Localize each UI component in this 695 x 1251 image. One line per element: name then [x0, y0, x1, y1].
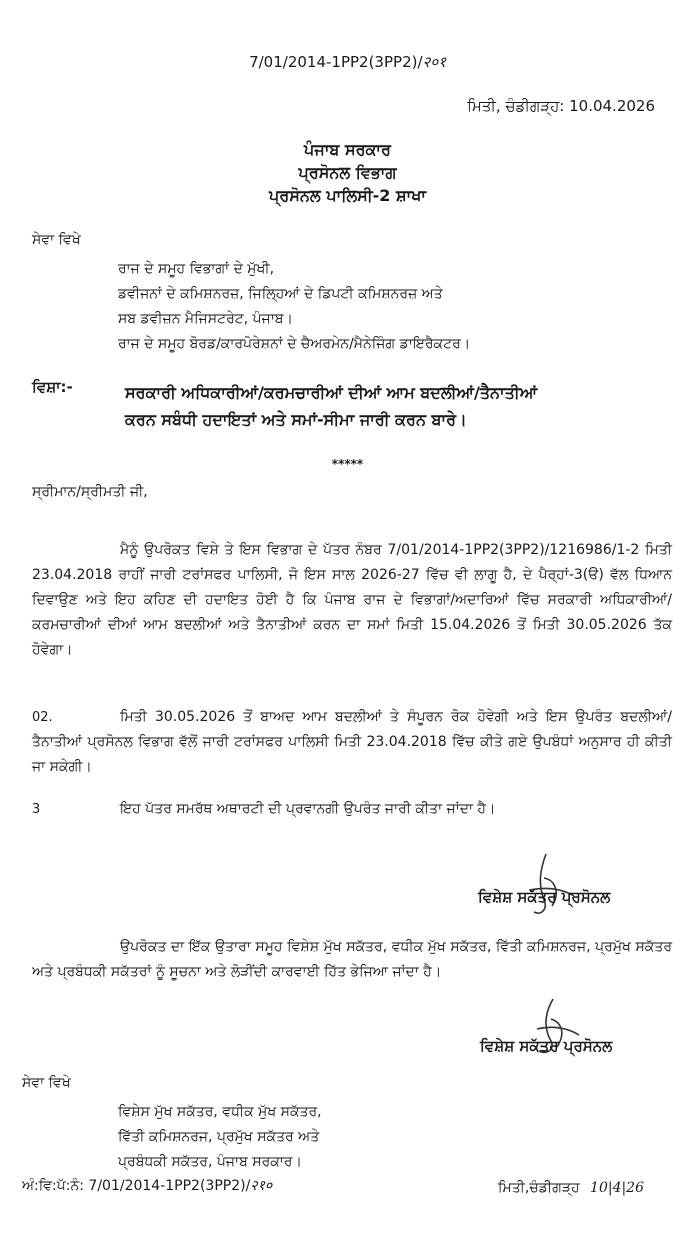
issue-date: ਮਿਤੀ, ਚੰਡੀਗੜ੍ਹ: 10.04.2026: [467, 97, 655, 115]
addressee-line: ਰਾਜ ਦੇ ਸਮੂਹ ਵਿਭਾਗਾਂ ਦੇ ਮੁੱਖੀ,: [118, 261, 275, 277]
bottom-date-handwritten: 10|4|26: [590, 1180, 645, 1196]
addressee-line: ਡਵੀਜਨਾਂ ਦੇ ਕਮਿਸ਼ਨਰਜ਼, ਜਿਲ੍ਹਿਆਂ ਦੇ ਡਿਪਟੀ ਕਮਿਸ਼ਨਰਜ਼ ਅਤੇ: [118, 286, 443, 302]
header-line-3: ਪ੍ਰਸੋਨਲ ਪਾਲਿਸੀ-2 ਸ਼ਾਖਾ: [269, 186, 426, 205]
header-line-1: ਪੰਜਾਬ ਸਰਕਾਰ: [304, 140, 391, 159]
addressee-2-line: ਵਿੱਤੀ ਕਮਿਸ਼ਨਰਜ, ਪ੍ਰਮੁੱਖ ਸਕੱਤਰ ਅਤੇ: [118, 1129, 320, 1145]
endorsement-number: [22, 1176, 272, 1195]
addressee-2-line: ਪ੍ਰਬੰਧਕੀ ਸਕੱਤਰ, ਪੰਜਾਬ ਸਰਕਾਰ।: [118, 1154, 302, 1170]
subject-line-2: ਕਰਨ ਸਬੰਧੀ ਹਦਾਇਤਾਂ ਅਤੇ ਸਮਾਂ-ਸੀਮਾ ਜਾਰੀ ਕਰਨ ਬਾਰੇ।: [125, 410, 467, 429]
separator-stars: *****: [331, 457, 364, 471]
reference-number: [0, 52, 695, 72]
addressee-line: ਰਾਜ ਦੇ ਸਮੂਹ ਬੋਰਡ/ਕਾਰਪੋਰੇਸ਼ਨਾਂ ਦੇ ਚੈਅਰਮੇਨ/ਮੈਨੇਜਿੰਗ ਡਾਇਰੈਕਟਰ।: [118, 336, 471, 352]
signature-title-1: ਵਿਸ਼ੇਸ਼ ਸਕੱਤਰ ਪ੍ਰਸੋਨਲ: [478, 888, 611, 906]
subject-line-1: ਸਰਕਾਰੀ ਅਧਿਕਾਰੀਆਂ/ਕਰਮਚਾਰੀਆਂ ਦੀਆਂ ਆਮ ਬਦਲੀਆਂ/ਤੈਨਾਤੀਆਂ: [125, 383, 538, 402]
addressee-2-line: ਵਿਸ਼ੇਸ ਮੁੱਖ ਸਕੱਤਰ, ਵਧੀਕ ਮੁੱਖ ਸਕੱਤਰ,: [118, 1104, 322, 1120]
endorsement-handwritten-number: २१०: [250, 1178, 273, 1194]
paragraph-3-number: 3: [32, 802, 41, 817]
reference-handwritten-number: २०१: [422, 53, 446, 71]
addressee-line: ਸਬ ਡਵੀਜ਼ਨ ਮੈਜਿਸਟਰੇਟ, ਪੰਜਾਬ।: [118, 311, 293, 327]
signature-title-2: ਵਿਸ਼ੇਸ਼ ਸਕੱਤਰ ਪ੍ਰਸੋਨਲ: [480, 1037, 613, 1055]
paragraph-2-number: 02.: [32, 710, 53, 725]
to-label-2: ਸੇਵਾ ਵਿਖੇ: [22, 1075, 71, 1091]
bottom-date: [498, 1180, 644, 1196]
paragraph-2: ਮਿਤੀ 30.05.2026 ਤੋਂ ਬਾਅਦ ਆਮ ਬਦਲੀਆਂ ਤੇ ਸੰਪੂਰਨ ਰੋਕ ਹੋਵੇਗੀ ਅਤੇ ਇਸ ਉਪਰੰਤ ਬਦਲੀਆਂ/ਤੈਨਾਤੀਆਂ ਪ੍ਰਸੋਨਲ ਵਿਭਾਗ ਵੱਲੋਂ ਜਾਰੀ ਟਰਾਂਸਫਰ ਪਾਲਿਸੀ ਮਿਤੀ 23.04.2018 ਵਿੱਚ ਕੀਤੇ ਗਏ ਉਪਬੰਧਾਂ ਅਨੁਸਾਰ ਹੀ ਕੀਤੀ ਜਾ ਸਕੇਗੀ।: [32, 709, 672, 775]
copy-paragraph: ਉਪਰੋਕਤ ਦਾ ਇੱਕ ਉਤਾਰਾ ਸਮੂਹ ਵਿਸ਼ੇਸ਼ ਮੁੱਖ ਸਕੱਤਰ, ਵਧੀਕ ਮੁੱਖ ਸਕੱਤਰ, ਵਿੱਤੀ ਕਮਿਸ਼ਨਰਜ, ਪ੍ਰਮੁੱਖ ਸਕੱਤਰ ਅਤੇ ਪ੍ਰਬੰਧਕੀ ਸਕੱਤਰਾਂ ਨੂੰ ਸੂਚਨਾ ਅਤੇ ਲੋੜੀਂਦੀ ਕਾਰਵਾਈ ਹਿੱਤ ਭੇਜਿਆ ਜਾਂਦਾ ਹੈ।: [32, 939, 672, 980]
paragraph-1: ਮੈਨੂੰ ਉਪਰੋਕਤ ਵਿਸ਼ੇ ਤੇ ਇਸ ਵਿਭਾਗ ਦੇ ਪੱਤਰ ਨੰਬਰ 7/01/2014-1PP2(3PP2)/1216986/1-2 ਮਿਤੀ 23.04.2018 ਰਾਹੀਂ ਜਾਰੀ ਟਰਾਂਸਫਰ ਪਾਲਿਸੀ, ਜੋ ਇਸ ਸਾਲ 2026-27 ਵਿੱਚ ਵੀ ਲਾਗੂ ਹੈ, ਦੇ ਪੈਰ੍ਹਾਂ-3(ੳ) ਵੱਲ ਧਿਆਨ ਦਿਵਾਉਣ ਅਤੇ ਇਹ ਕਹਿਣ ਦੀ ਹਦਾਇਤ ਹੋਈ ਹੈ ਕਿ ਪੰਜਾਬ ਰਾਜ ਦੇ ਵਿਭਾਗਾਂ/ਅਦਾਰਿਆਂ ਵਿੱਚ ਸਰਕਾਰੀ ਅਧਿਕਾਰੀਆਂ/ਕਰਮਚਾਰੀਆਂ ਦੀਆਂ ਆਮ ਬਦਲੀਆਂ ਅਤੇ ਤੈਨਾਤੀਆਂ ਕਰਨ ਦਾ ਸਮਾਂ ਮਿਤੀ 15.04.2026 ਤੋਂ ਮਿਤੀ 30.05.2026 ਤੱਕ ਹੋਵੇਗਾ।: [32, 542, 672, 658]
paragraph-3: ਇਹ ਪੱਤਰ ਸਮਰੱਥ ਅਥਾਰਟੀ ਦੀ ਪ੍ਰਵਾਨਗੀ ਉਪਰੰਤ ਜਾਰੀ ਕੀਤਾ ਜਾਂਦਾ ਹੈ।: [120, 801, 496, 817]
to-label: ਸੇਵਾ ਵਿਖੇ: [32, 232, 81, 248]
bottom-date-label: ਮਿਤੀ,ਚੰਡੀਗੜ੍ਹ: [498, 1180, 580, 1196]
reference-prefix: 7/01/2014-1PP2(3PP2)/: [249, 53, 423, 71]
header-line-2: ਪ੍ਰਸੋਨਲ ਵਿਭਾਗ: [298, 163, 397, 182]
endorsement-prefix: ਅੰ:ਵਿ:ਪੱ:ਨੰ: 7/01/2014-1PP2(3PP2)/: [22, 1178, 251, 1194]
subject-label: ਵਿਸ਼ਾ:-: [32, 378, 73, 396]
salutation: ਸ੍ਰੀਮਾਨ/ਸ੍ਰੀਮਤੀ ਜੀ,: [32, 484, 148, 500]
signature-mark-1: [500, 850, 590, 920]
